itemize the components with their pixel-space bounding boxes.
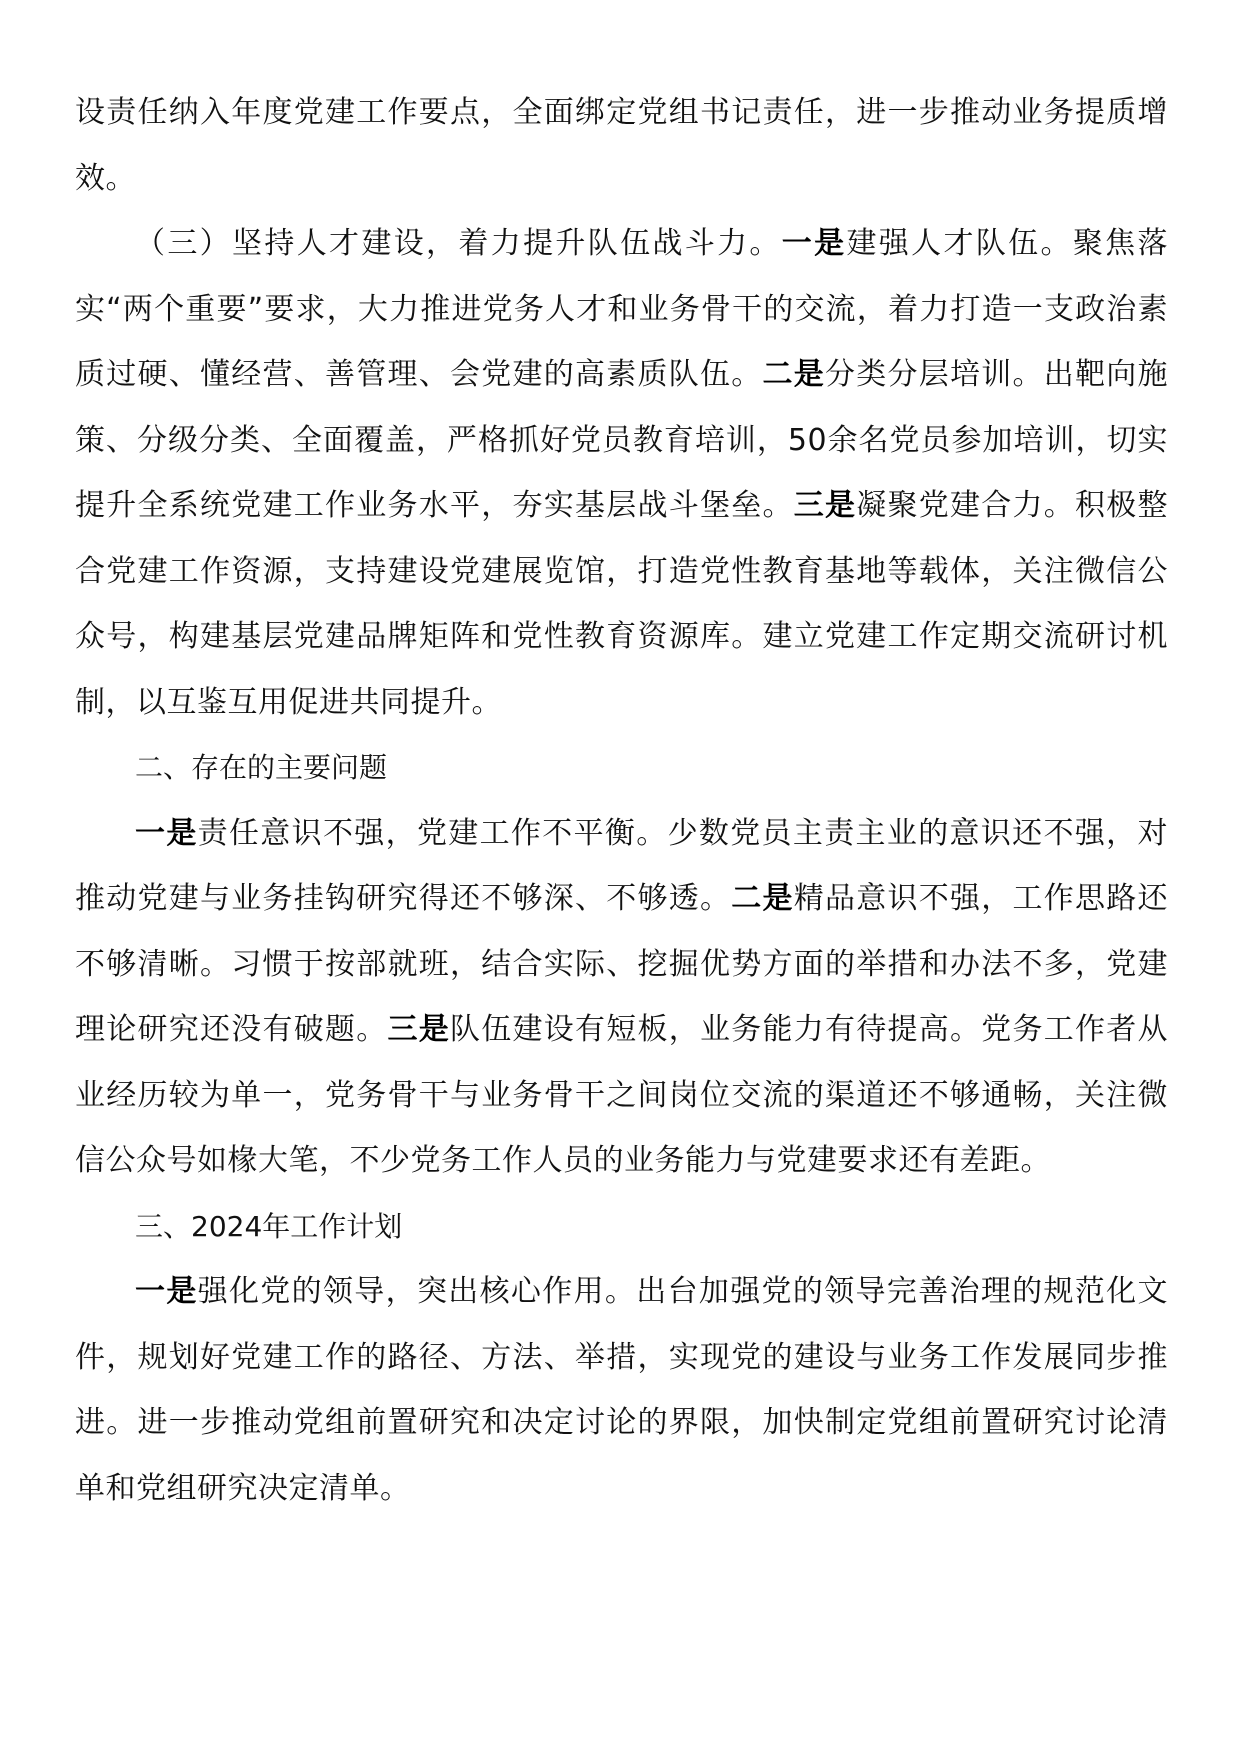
paragraph-text: 队伍建设有短板，业务能力有待提高。党务工作者从业经历较为单一，党务骨干与业务骨干之间岗位交流的渠道还不够通畅，关注微信公众号如椽大笔，不少党务工作人员的业务能力与党建要求还有差距。 [75, 1012, 1168, 1178]
lead-marker-3: 三是 [387, 1012, 450, 1047]
section-heading-problems: 二、存在的主要问题 [135, 751, 388, 784]
paragraph-text: 强化党的领导，突出核心作用。出台加强党的领导完善治理的规范化文件，规划好党建工作的路径、方法、举措，实现党的建设与业务工作发展同步推进。进一步推动党组前置研究和决定讨论的界限，加快制定党组前置研究讨论清单和党组研究决定清单。 [75, 1274, 1168, 1506]
paragraph-continuation [75, 80, 1168, 211]
section-subtitle: （三）坚持人才建设，着力提升队伍战斗力。 [135, 226, 782, 261]
lead-marker-2: 二是 [762, 357, 825, 392]
paragraph-problems [75, 801, 1168, 1194]
paragraph-text: 分类分层培训。出靶向施策、分级分类、全面覆盖，严格抓好党员教育培训，50余名党员参加培训，切实提升全系统党建工作业务水平，夯实基层战斗堡垒。 [75, 357, 1168, 523]
paragraph-text: 凝聚党建合力。积极整合党建工作资源，支持建设党建展览馆，打造党性教育基地等载体，关注微信公众号，构建基层党建品牌矩阵和党性教育资源库。建立党建工作定期交流研讨机制，以互鉴互用促进共同提升。 [75, 488, 1168, 720]
lead-marker-1: 一是 [135, 815, 198, 851]
paragraph-text: 设责任纳入年度党建工作要点，全面绑定党组书记责任，进一步推动业务提质增效。 [75, 95, 1168, 196]
lead-marker-1: 一是 [135, 1274, 198, 1309]
paragraph-talent-building [75, 211, 1168, 735]
lead-marker-2: 二是 [731, 881, 794, 916]
paragraph-text: 责任意识不强，党建工作不平衡。少数党员主责主业的意识还不强，对推动党建与业务挂钩研究得还不够深、不够透。 [75, 815, 1168, 916]
lead-marker-3: 三是 [793, 488, 857, 523]
paragraph-plan [75, 1259, 1168, 1521]
lead-marker-1: 一是 [781, 226, 847, 261]
section-heading-plan: 三、2024年工作计划 [135, 1209, 403, 1243]
paragraph-text: 精品意识不强，工作思路还不够清晰。习惯于按部就班，结合实际、挖掘优势方面的举措和办法不多，党建理论研究还没有破题。 [75, 881, 1168, 1047]
paragraph-text: 建强人才队伍。聚焦落实“两个重要”要求，大力推进党务人才和业务骨干的交流，着力打造一支政治素质过硬、懂经营、善管理、会党建的高素质队伍。 [75, 226, 1169, 392]
